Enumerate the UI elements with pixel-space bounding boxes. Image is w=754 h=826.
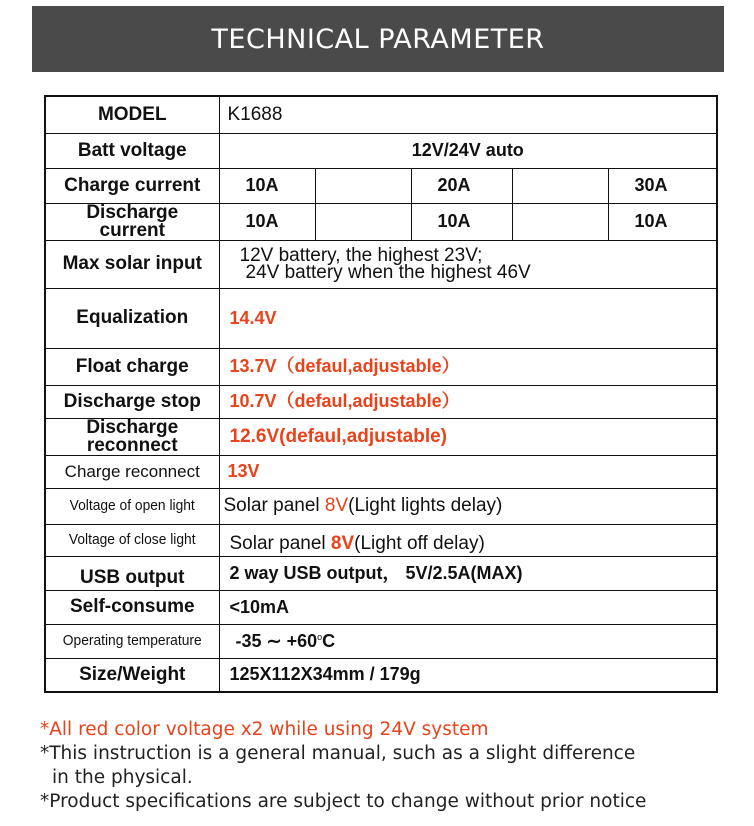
float-charge-voltage: 13.7V [229,356,277,377]
size-weight-label: Size/Weight [45,658,219,692]
operating-temperature-label: Operating temperature [52,624,212,658]
model-value: K1688 [219,96,717,133]
discharge-reconnect-label-line2: reconnect [86,434,178,456]
temperature-unit: C [322,630,336,651]
discharge-stop-value [219,385,717,418]
page-title: TECHNICAL PARAMETER [211,23,545,55]
table-row [45,203,717,240]
degree-mark: o [317,631,323,642]
max-solar-input-value [219,240,717,288]
usb-output-value: 2 way USB output， 5V/2.5A(MAX) [219,556,717,590]
table-row [45,133,717,168]
max-solar-input-label: Max solar input [45,240,219,288]
discharge-current-label-line1: Discharge [86,203,179,223]
discharge-current-value-1: 10A [219,203,315,240]
voltage-close-light-prefix: Solar panel [229,532,331,554]
voltage-open-light-prefix: Solar panel [223,495,325,517]
table-row [45,524,717,556]
empty-cell [315,203,411,240]
charge-current-label: Charge current [45,168,219,203]
discharge-reconnect-value: 12.6V(defaul,adjustable) [219,418,717,455]
equalization-label: Equalization [45,288,219,348]
self-consume-label: Self-consume [45,590,219,624]
footnotes [40,718,740,814]
table-row [45,556,717,590]
table-row [45,288,717,348]
max-solar-input-line2: 24V battery when the highest 46V [245,262,531,284]
discharge-stop-note: （defaul,adjustable） [276,391,460,412]
table-row [45,385,717,418]
footnote-general-manual-cont: in the physical. [52,767,193,788]
table-row [45,658,717,692]
model-label: MODEL [45,96,219,133]
table-row [45,168,717,203]
charge-reconnect-label: Charge reconnect [45,455,219,488]
size-weight-value: 125X112X34mm / 179g [219,658,717,692]
equalization-value: 14.4V [219,288,717,348]
discharge-current-value-3: 10A [608,203,717,240]
charge-current-10a: 10A [219,168,315,203]
max-solar-input-line1: 12V battery, the highest 23V; [239,245,483,267]
batt-voltage-value: 12V/24V auto [219,133,717,168]
discharge-stop-label: Discharge stop [45,385,219,418]
float-charge-note: （defaul,adjustable） [276,356,460,377]
table-row [45,418,717,455]
usb-output-label: USB output [45,556,219,590]
table-row [45,590,717,624]
table-row [45,240,717,288]
voltage-open-light-voltage: 8V [324,495,349,517]
table-row [45,624,717,658]
discharge-reconnect-label-line1: Discharge [86,418,179,438]
float-charge-label: Float charge [45,348,219,385]
table-row [45,348,717,385]
empty-cell [315,168,411,203]
temperature-range: -35 ∼ +60 [235,630,318,651]
footnote-24v: *All red color voltage x2 while using 24V system [40,719,489,740]
footnote-general-manual: *This instruction is a general manual, such as a slight difference [40,743,636,764]
discharge-current-label-line2: current [99,219,165,241]
charge-current-30a: 30A [608,168,717,203]
self-consume-value: <10mA [219,590,717,624]
table-row [45,455,717,488]
voltage-close-light-value [219,524,717,556]
charge-reconnect-value: 13V [219,455,717,488]
table-row [45,488,717,524]
discharge-reconnect-label [45,418,219,455]
voltage-close-light-label: Voltage of close light [52,524,212,556]
float-charge-value [219,348,717,385]
page-header [32,6,724,72]
charge-current-20a: 20A [411,168,512,203]
discharge-current-label [45,203,219,240]
batt-voltage-label: Batt voltage [45,133,219,168]
empty-cell [512,203,608,240]
table-row [45,96,717,133]
empty-cell [512,168,608,203]
voltage-open-light-value [219,488,717,524]
spec-table [44,95,718,693]
voltage-open-light-note: (Light lights delay) [348,495,503,517]
discharge-current-value-2: 10A [411,203,512,240]
footnote-spec-change: *Product specifications are subject to change without prior notice [40,791,647,812]
operating-temperature-value [219,624,717,658]
voltage-close-light-note: (Light off delay) [354,532,485,554]
voltage-open-light-label: Voltage of open light [52,488,212,524]
discharge-stop-voltage: 10.7V [229,391,277,412]
voltage-close-light-voltage: 8V [330,532,355,554]
